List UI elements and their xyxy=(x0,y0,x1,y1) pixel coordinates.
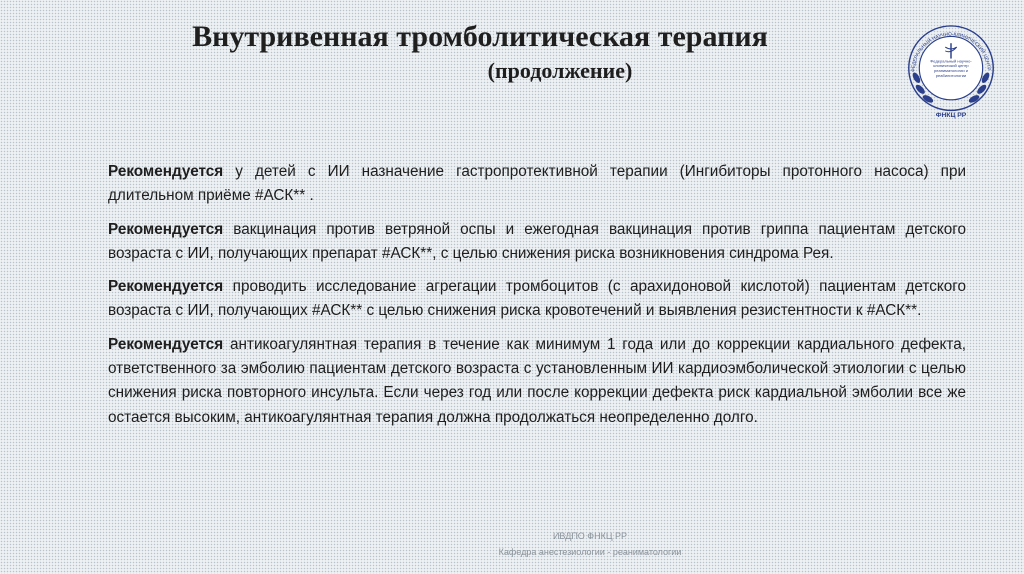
recommendation-text: антикоагулянтная терапия в течение как минимум 1 года или до коррекции кардиального дефекта, ответственного за эмболию пациентам детского возраста с установленным ИИ кардиоэмболической этиологии с целью снижения риска повторного инсульта. Если через год или после коррекции дефекта риск кардиальной эмболии все же остается высоким, антикоагулянтная терапия должна продолжаться неопределенно долго. xyxy=(108,335,966,426)
footer-line-1: ИВДПО ФНКЦ РР xyxy=(552,531,628,541)
slide-title: Внутривенная тромболитическая терапия xyxy=(192,20,768,53)
slide-footer xyxy=(0,528,1024,560)
logo-label: ФНКЦ РР xyxy=(935,112,967,120)
logo-ring-text: ФЕДЕРАЛЬНЫЙ НАУЧНО-КЛИНИЧЕСКИЙ ЦЕНТР xyxy=(911,32,991,73)
recommendation-paragraph xyxy=(108,275,966,324)
logo-center-text: Федеральный научно-клинический центр реаниматологии и реабилитологии xyxy=(930,58,972,78)
recommendation-lead: Рекомендуется xyxy=(108,335,224,353)
recommendations-list xyxy=(108,160,966,439)
recommendation-lead: Рекомендуется xyxy=(108,220,224,238)
recommendation-paragraph xyxy=(108,333,966,430)
recommendation-lead: Рекомендуется xyxy=(108,278,224,296)
recommendation-paragraph xyxy=(108,218,966,267)
recommendation-text: у детей с ИИ назначение гастропротективной терапии (Ингибиторы протонного насоса) при длительном приёме #АСК** . xyxy=(108,163,966,205)
recommendation-lead: Рекомендуется xyxy=(108,163,224,180)
slide-subtitle: (продолжение) xyxy=(487,58,633,83)
footer-line-2: Кафедра анестезиологии - реаниматологии xyxy=(498,547,682,557)
title-block xyxy=(40,18,920,86)
recommendation-paragraph xyxy=(108,160,966,209)
fnkc-logo xyxy=(903,24,999,120)
recommendation-text: вакцинация против ветряной оспы и ежегодная вакцинация против гриппа пациентам детского возраста с ИИ, получающих препарат #АСК**, с целью снижения риска возникновения синдрома Рея. xyxy=(108,220,966,262)
recommendation-text: проводить исследование агрегации тромбоцитов (с арахидоновой кислотой) пациентам детского возраста с ИИ, получающих #АСК** с целью снижения риска кровотечений и выявления резистентности к #АСК**. xyxy=(108,278,966,320)
